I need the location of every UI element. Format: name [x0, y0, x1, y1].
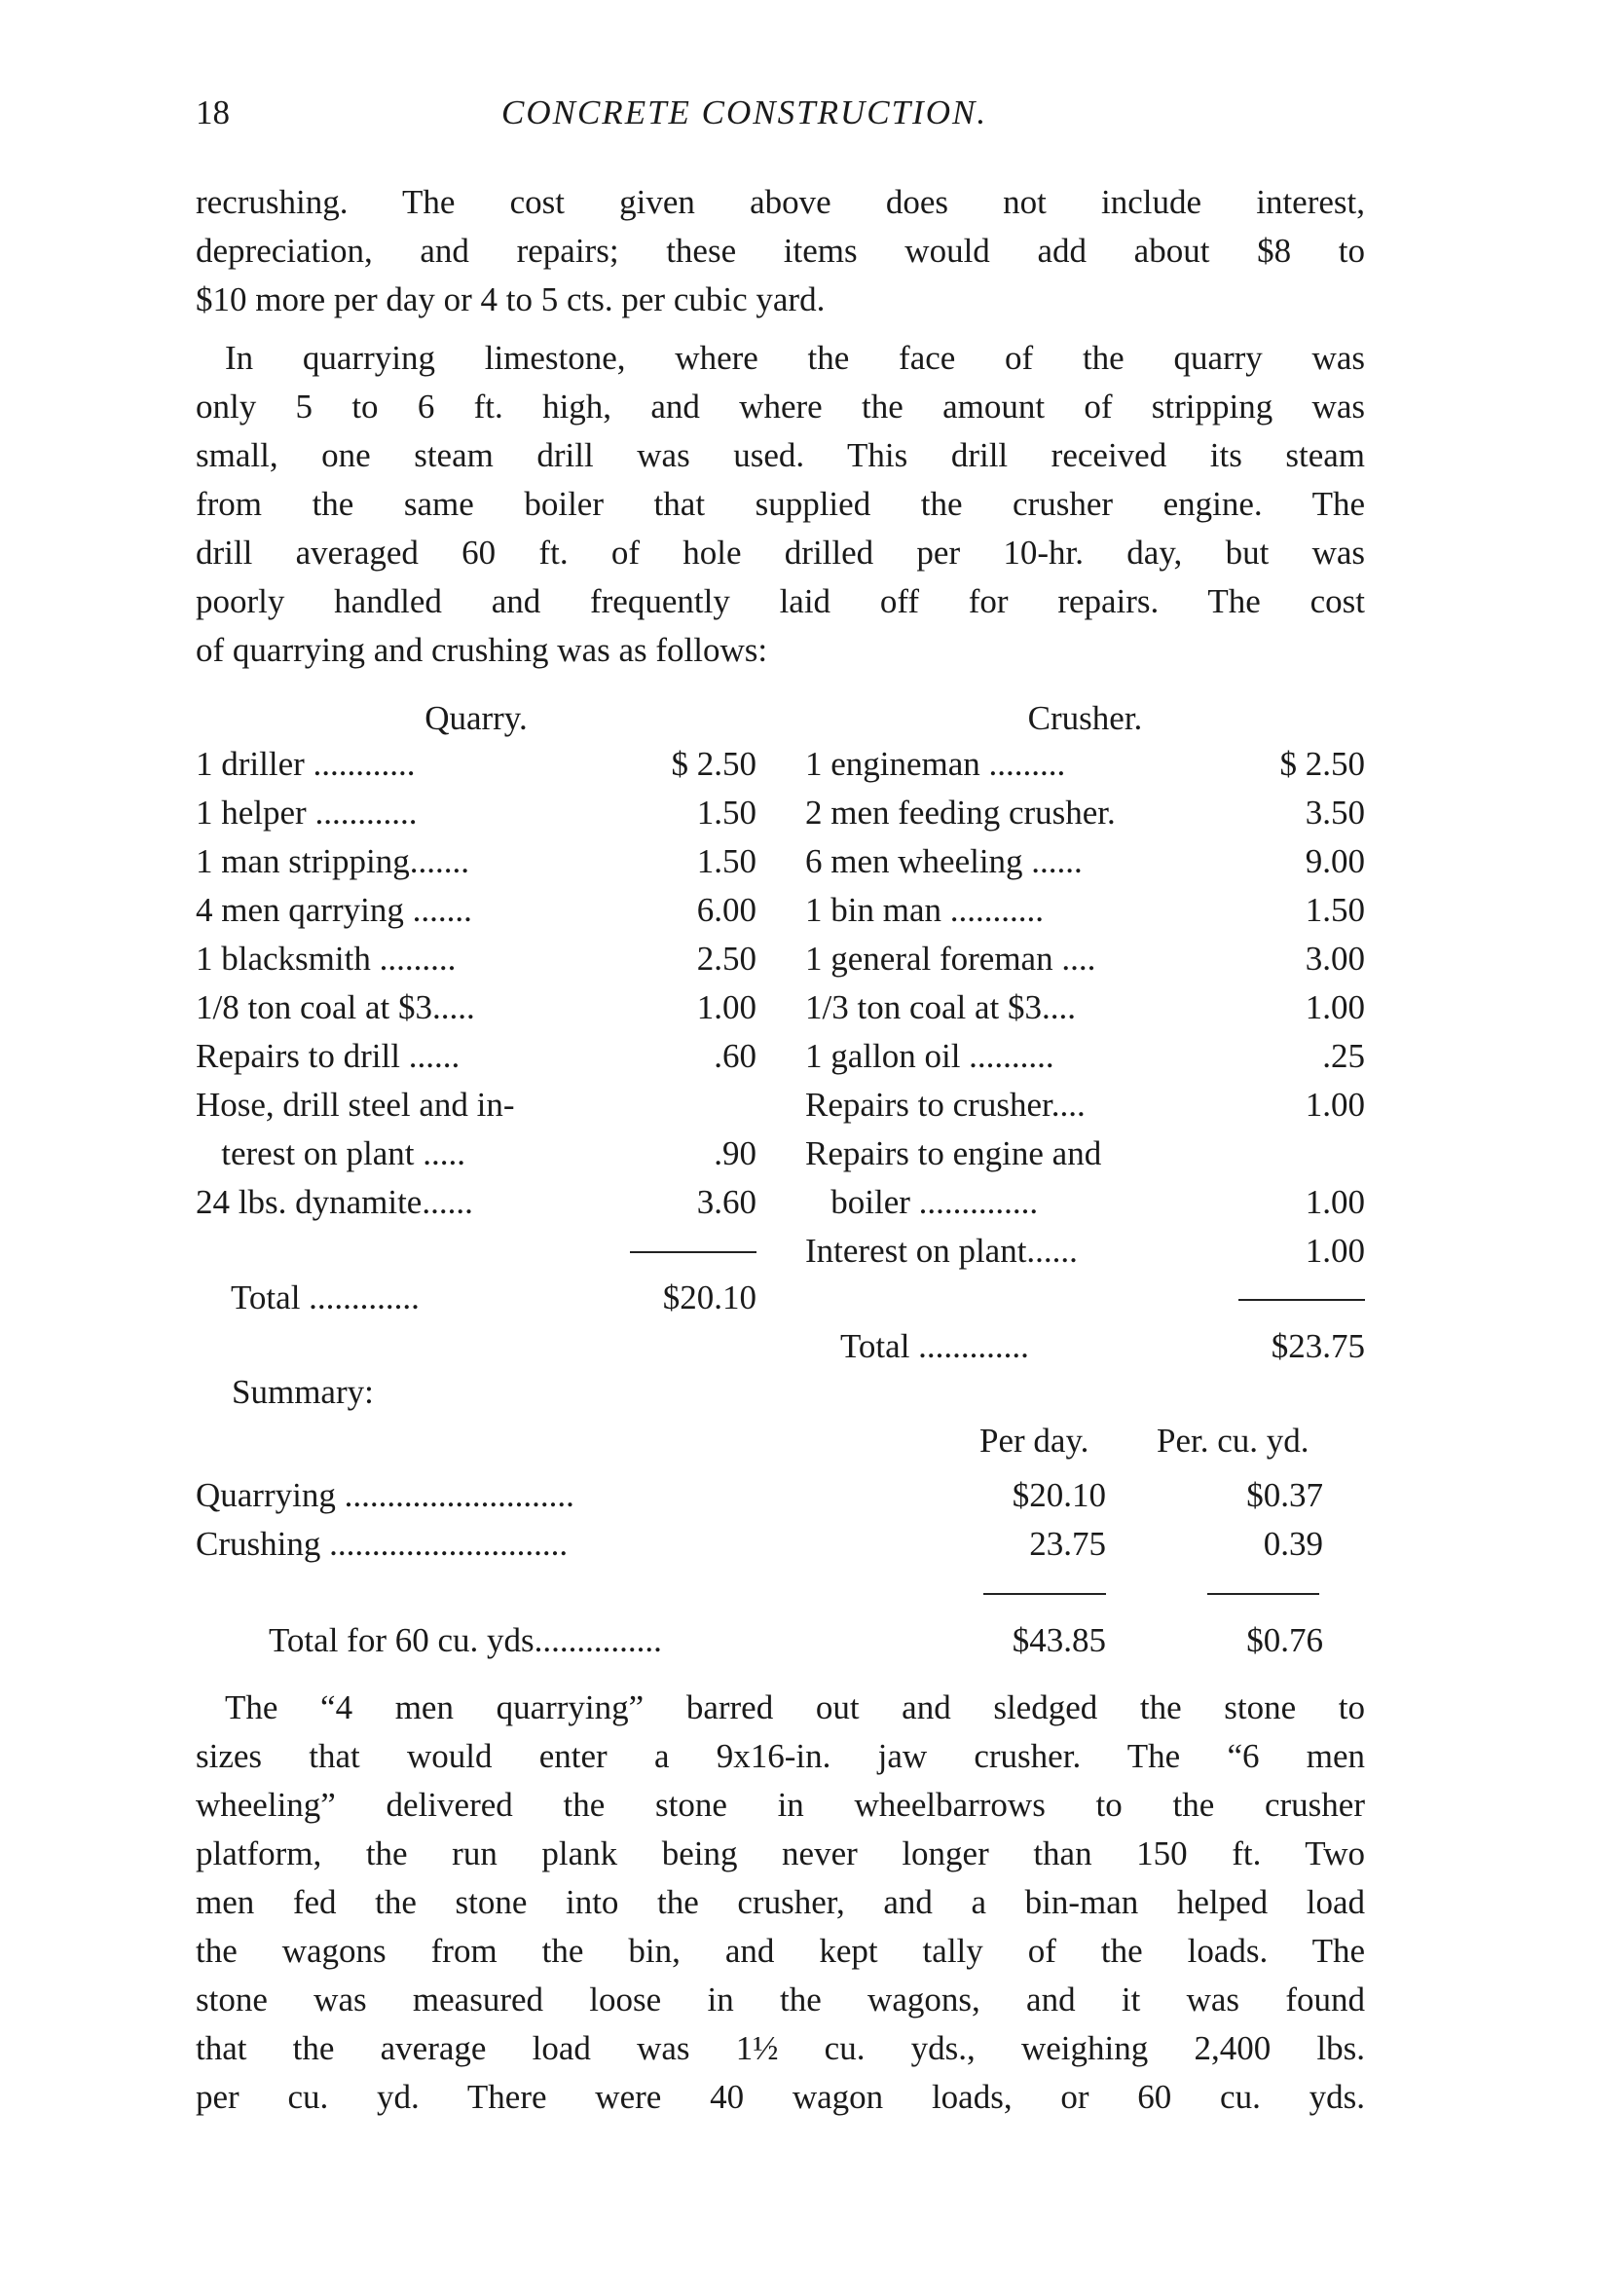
row-label: 1 blacksmith ......... — [196, 940, 457, 978]
row-value: $ 2.50 — [1279, 745, 1365, 783]
table-row — [196, 886, 756, 935]
row-label: 1 man stripping....... — [196, 842, 469, 880]
row-value: 1.00 — [1305, 988, 1365, 1026]
row-value: 1.00 — [1305, 1183, 1365, 1221]
per-day-rule — [983, 1593, 1106, 1595]
total-label: Total ............. — [840, 1327, 1029, 1365]
per-day-value: 23.75 — [1029, 1525, 1106, 1563]
table-row — [805, 1227, 1365, 1276]
row-label: boiler .............. — [805, 1183, 1039, 1221]
text-line: platform, the run plank being never longer than 150 ft. Two — [196, 1834, 1365, 1872]
table-row — [805, 1178, 1365, 1227]
table-row — [196, 935, 756, 983]
table-row — [196, 740, 756, 789]
table-row — [805, 1129, 1365, 1178]
row-label: 1 driller ............ — [196, 745, 416, 783]
row-label: 1 bin man ........... — [805, 891, 1044, 929]
row-value: 2.50 — [696, 940, 756, 978]
table-row — [196, 837, 756, 886]
row-label: 1/8 ton coal at $3..... — [196, 988, 475, 1026]
text-line: small, one steam drill was used. This drill received its steam — [196, 436, 1365, 474]
row-value: 1.00 — [1305, 1086, 1365, 1124]
row-value: 9.00 — [1305, 842, 1365, 880]
per-day-header: Per day. — [979, 1422, 1089, 1460]
table-row — [196, 1032, 756, 1081]
text-line: per cu. yd. There were 40 wagon loads, or 60 cu. yds. — [196, 2078, 1365, 2116]
row-label: 24 lbs. dynamite...... — [196, 1183, 473, 1221]
row-label: terest on plant ..... — [196, 1134, 466, 1172]
total-rule — [1238, 1299, 1365, 1301]
text-line: from the same boiler that supplied the crusher engine. The — [196, 485, 1365, 523]
per-cu-yd-header: Per. cu. yd. — [1157, 1422, 1309, 1460]
row-value: .60 — [714, 1037, 756, 1075]
summary-total-row — [196, 1616, 1325, 1665]
total-value: $23.75 — [1271, 1327, 1365, 1365]
row-value: .90 — [714, 1134, 756, 1172]
crusher-heading: Crusher. — [1027, 699, 1143, 737]
text-line: that the average load was 1½ cu. yds., weighing 2,400 lbs. — [196, 2029, 1365, 2067]
text-line: drill averaged 60 ft. of hole drilled per 10-hr. day, but was — [196, 534, 1365, 572]
table-row — [805, 1081, 1365, 1129]
summary-heading: Summary: — [232, 1373, 374, 1411]
text-line: sizes that would enter a 9x16-in. jaw crusher. The “6 men — [196, 1737, 1365, 1775]
row-value: 1.50 — [1305, 891, 1365, 929]
row-value: 1.00 — [1305, 1232, 1365, 1270]
table-row — [196, 789, 756, 837]
quarry-heading: Quarry. — [424, 699, 528, 737]
row-value: 6.00 — [696, 891, 756, 929]
summary-row — [196, 1520, 1325, 1569]
text-line: men fed the stone into the crusher, and a bin-man helped load — [196, 1883, 1365, 1921]
row-label: 4 men qarrying ....... — [196, 891, 472, 929]
total-row — [805, 1322, 1365, 1371]
total-label: Total ............. — [231, 1278, 420, 1316]
table-row — [805, 983, 1365, 1032]
table-row — [805, 1032, 1365, 1081]
table-row — [196, 983, 756, 1032]
table-row — [196, 1081, 756, 1129]
row-label: 2 men feeding crusher. — [805, 794, 1116, 832]
text-line: poorly handled and frequently laid off for repairs. The cost — [196, 582, 1365, 620]
total-per-day: $43.85 — [1012, 1621, 1106, 1659]
row-label: 1 engineman ......... — [805, 745, 1066, 783]
table-row — [805, 935, 1365, 983]
running-title: CONCRETE CONSTRUCTION. — [501, 93, 988, 131]
table-row — [805, 886, 1365, 935]
row-value: 1.50 — [696, 794, 756, 832]
row-label: Repairs to drill ...... — [196, 1037, 461, 1075]
row-label: Repairs to engine and — [805, 1134, 1102, 1172]
per-yd-value: $0.37 — [1246, 1476, 1323, 1514]
text-line: recrushing. The cost given above does not include interest, — [196, 183, 1365, 221]
text-line: the wagons from the bin, and kept tally of the loads. The — [196, 1932, 1365, 1970]
row-value: 3.00 — [1305, 940, 1365, 978]
table-row — [805, 789, 1365, 837]
table-row — [196, 1129, 756, 1178]
row-label: Hose, drill steel and in- — [196, 1086, 515, 1124]
text-line: stone was measured loose in the wagons, and it was found — [196, 1981, 1365, 2018]
per-yd-value: 0.39 — [1263, 1525, 1323, 1563]
row-value: 3.60 — [696, 1183, 756, 1221]
text-line: depreciation, and repairs; these items would add about $8 to — [196, 232, 1365, 270]
row-label: 1/3 ton coal at $3.... — [805, 988, 1077, 1026]
total-row — [196, 1274, 756, 1322]
text-line: $10 more per day or 4 to 5 cts. per cubic yard. — [196, 280, 826, 318]
table-row — [196, 1178, 756, 1227]
row-value: $ 2.50 — [671, 745, 756, 783]
total-rule — [630, 1251, 756, 1253]
row-value: .25 — [1322, 1037, 1365, 1075]
text-line: only 5 to 6 ft. high, and where the amount of stripping was — [196, 388, 1365, 426]
row-value: 1.00 — [696, 988, 756, 1026]
text-line: The “4 men quarrying” barred out and sledged the stone to — [225, 1688, 1365, 1726]
row-value: 1.50 — [696, 842, 756, 880]
summary-label: Quarrying ........................... — [196, 1476, 574, 1514]
text-line: wheeling” delivered the stone in wheelbarrows to the crusher — [196, 1786, 1365, 1824]
table-row — [805, 837, 1365, 886]
total-value: $20.10 — [662, 1278, 756, 1316]
row-label: 6 men wheeling ...... — [805, 842, 1083, 880]
row-label: 1 helper ............ — [196, 794, 418, 832]
summary-total-label: Total for 60 cu. yds............... — [269, 1621, 662, 1659]
summary-label: Crushing ............................ — [196, 1525, 569, 1563]
row-label: Interest on plant...... — [805, 1232, 1078, 1270]
per-yd-rule — [1207, 1593, 1319, 1595]
total-per-yd: $0.76 — [1246, 1621, 1323, 1659]
row-label: Repairs to crusher.... — [805, 1086, 1086, 1124]
row-value: 3.50 — [1305, 794, 1365, 832]
per-day-value: $20.10 — [1012, 1476, 1106, 1514]
summary-row — [196, 1471, 1325, 1520]
table-row — [805, 740, 1365, 789]
row-label: 1 gallon oil .......... — [805, 1037, 1054, 1075]
row-label: 1 general foreman .... — [805, 940, 1096, 978]
text-line: In quarrying limestone, where the face of the quarry was — [225, 339, 1365, 377]
page-number: 18 — [196, 93, 230, 131]
text-line: of quarrying and crushing was as follows: — [196, 631, 768, 669]
